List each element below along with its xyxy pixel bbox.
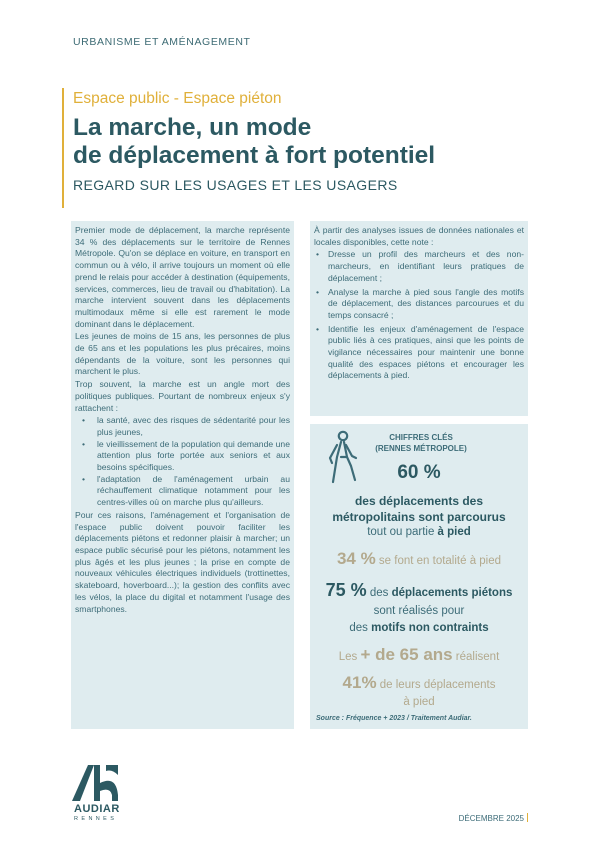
key-figures-heading-line-1: CHIFFRES CLÉS [389, 433, 453, 442]
publication-date [459, 813, 528, 823]
key-figures-heading-line-2: (RENNES MÉTROPOLE) [375, 444, 467, 453]
publication-date-text: DÉCEMBRE 2025 [458, 814, 524, 823]
header-block [62, 88, 532, 208]
list-item: • le vieillissement de la population qui demande une attention plus forte portée aux seniors et aux besoins spécifiques. [75, 439, 290, 474]
figure-2-value: 34 % [336, 549, 376, 568]
figure-3-line-3-text: des [349, 622, 372, 634]
audiar-logo-city: RENNES [74, 816, 118, 822]
key-figures-panel [310, 424, 528, 729]
page-title [73, 114, 532, 170]
audiar-logo [72, 765, 128, 825]
key-figures-heading [366, 432, 476, 454]
figure-1-line-3-text: tout ou partie [367, 526, 438, 538]
list-item: • Dresse un profil des marcheurs et des non-marcheurs, en identifiant leurs pratiques de déplacement ; [314, 249, 524, 284]
title-line-2: de déplacement à fort potentiel [73, 142, 436, 169]
figure-1-line-3-emphasis: à pied [437, 526, 471, 538]
title-line-1: La marche, un mode [73, 114, 312, 141]
figure-4-post: réalisent [452, 651, 500, 663]
date-accent-bar [527, 813, 528, 822]
figure-3-value: 75 % [325, 580, 367, 600]
header-regard: REGARD SUR LES USAGES ET LES USAGERS [73, 177, 398, 193]
audiar-logo-name: AUDIAR [74, 803, 120, 815]
figure-1-line-2: métropolitains sont parcourus [332, 510, 506, 524]
list-item: • Analyse la marche à pied sous l'angle des motifs de déplacement, des distances parcourues et du temps consacré ; [314, 287, 524, 322]
left-paragraph-4: Pour ces raisons, l'aménagement et l'organisation de l'espace public doivent pouvoir faciliter les déplacements piétons et redonner plaisir à marcher; un espace public sécurisé pour les piétons, notamment les plus âgés et les plus jeunes ; la prise en compte de nouveaux véhicules électriques individuels (trottinettes, skateboard, hoverboard...); la gestion des conflits avec les vélos, la place du digital et notamment l'usage des smartphones. [75, 509, 290, 614]
list-item: • l'adaptation de l'aménagement urbain au réchauffement climatique notamment pour les centres-villes où on marche plus qu'ailleurs. [75, 474, 290, 509]
figure-1-line-3 [310, 526, 528, 538]
figure-5-text: de leurs déplacements [376, 679, 496, 691]
figure-4 [310, 645, 528, 665]
figure-5-line-2: à pied [403, 696, 435, 708]
header-subtitle: Espace public - Espace piéton [73, 90, 282, 107]
figure-1-line-1: des déplacements des [354, 494, 484, 508]
figure-3 [310, 580, 528, 601]
figure-4-pre: Les [338, 651, 361, 663]
list-item: • la santé, avec des risques de sédentarité pour les plus jeunes, [75, 415, 290, 438]
figure-3-line-3 [310, 622, 528, 634]
left-column [71, 221, 294, 729]
figure-3-text: des [366, 587, 392, 599]
figure-3-line-3-emphasis: motifs non contraints [371, 622, 489, 634]
left-paragraph-1: Premier mode de déplacement, la marche représente 34 % des déplacements sur le territoire de Rennes Métropole. Qu'on se déplace en voiture, en transport en commun ou à vélo, il arrive toujours un moment où elle prend le relais pour accéder à destination (équipements, services, commerces, lieu de travail ou d'habitation). La marche intervient souvent dans les déplacements multimodaux même si elle est rarement le mode dominant dans le déplacement. [75, 225, 290, 329]
source-note: Source : Fréquence + 2023 / Traitement Audiar. [316, 715, 472, 722]
left-paragraph-2: Les jeunes de moins de 15 ans, les personnes de plus de 65 ans et les populations les plus précaires, moins dépendants de la voiture, sont les personnes qui marchent le plus. [75, 331, 290, 377]
audiar-logo-mark [72, 765, 120, 803]
list-item: • Identifie les enjeux d'aménagement de l'espace public liés à ces pratiques, ainsi que les points de vigilance nécessaires pour maintenir une bonne qualité des espaces piétons et encourager les déplacements à pied. [314, 324, 524, 383]
figure-5-value: 41% [342, 673, 377, 692]
figure-2 [310, 549, 528, 569]
figure-3-line-2: sont réalisés pour [373, 605, 465, 617]
figure-3-emphasis: déplacements piétons [391, 587, 513, 599]
right-bullet-list [314, 249, 524, 382]
category-label: URBANISME ET AMÉNAGEMENT [73, 36, 251, 48]
figure-2-text: se font en totalité à pied [375, 555, 502, 567]
right-intro-text: À partir des analyses issues de données nationales et locales disponibles, cette note : [314, 225, 524, 247]
left-paragraph-3: Trop souvent, la marche est un angle mort des politiques publiques. Pourtant de nombreux enjeux s'y rattachent : [75, 379, 290, 413]
figure-5 [310, 673, 528, 693]
right-column-intro [310, 221, 528, 416]
left-bullet-list [75, 415, 290, 509]
figure-4-value: + de 65 ans [360, 645, 453, 664]
figure-1-value: 60 % [397, 462, 441, 483]
